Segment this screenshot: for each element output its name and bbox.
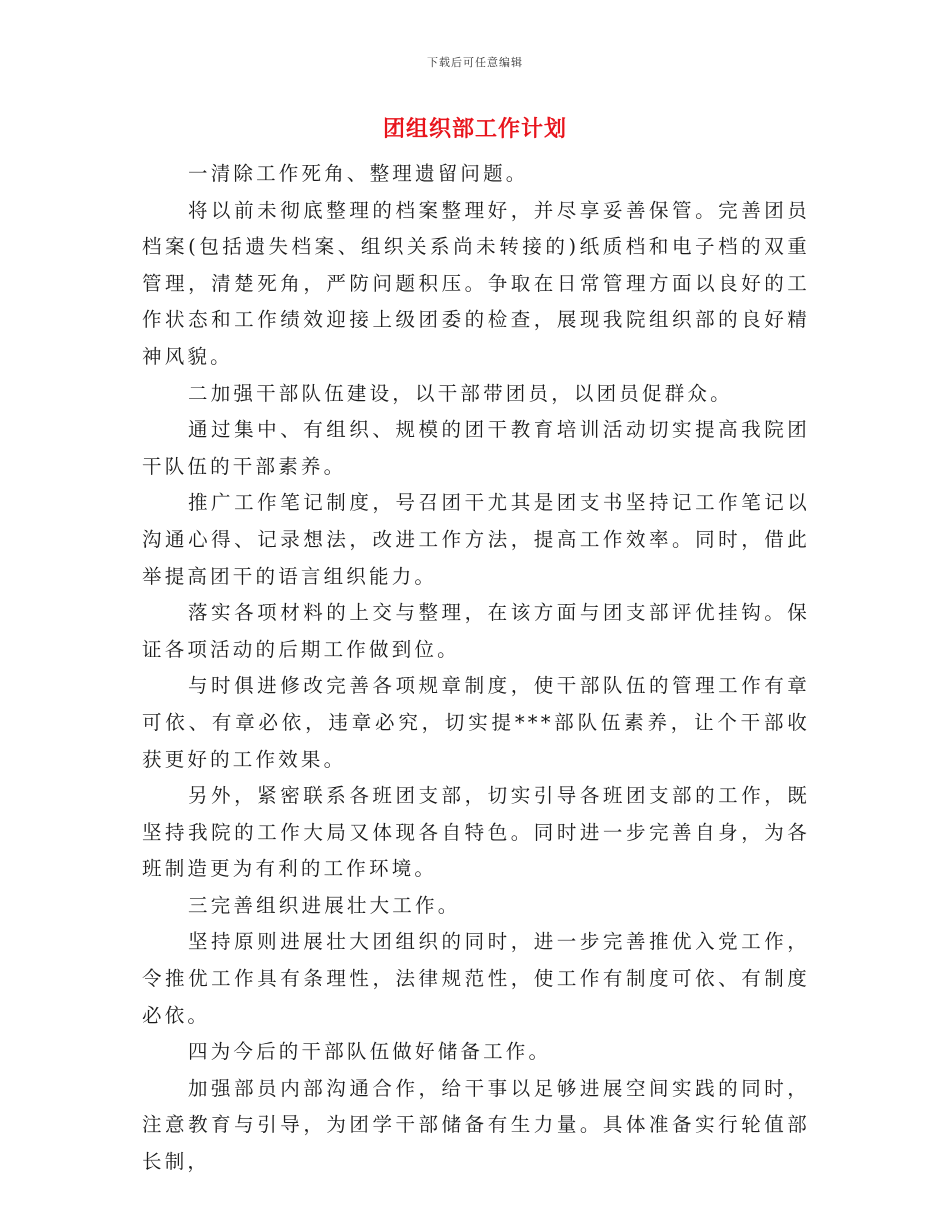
- paragraph-3: 二加强干部队伍建设，以干部带团员，以团员促群众。: [188, 381, 733, 405]
- document-body: [142, 156, 810, 1181]
- header-note: 下载后可任意编辑: [427, 56, 523, 69]
- paragraph-1: 一清除工作死角、整理遗留问题。: [188, 162, 529, 185]
- paragraph-4: 通过集中、有组织、规模的团干教育培训活动切实提高我院团干队伍的干部素养。: [142, 418, 810, 478]
- paragraph-7: 与时俱进修改完善各项规章制度，使干部队伍的管理工作有章可依、有章必依，违章必究，切实提***部队伍素养，让个干部收获更好的工作效果。: [142, 674, 810, 771]
- paragraph-12: 加强部员内部沟通合作，给干事以足够进展空间实践的同时，注意教育与引导，为团学干部储备有生力量。具体准备实行轮值部长制，: [142, 1076, 810, 1174]
- paragraph-10: 坚持原则进展壮大团组织的同时，进一步完善推优入党工作，令推优工作具有条理性，法律规范性，使工作有制度可依、有制度必依。: [142, 930, 810, 1027]
- document-title: 团组织部工作计划: [382, 116, 567, 142]
- paragraph-6: 落实各项材料的上交与整理，在该方面与团支部评优挂钩。保证各项活动的后期工作做到位。: [142, 601, 810, 661]
- paragraph-5: 推广工作笔记制度，号召团干尤其是团支书坚持记工作笔记以沟通心得、记录想法，改进工作方法，提高工作效率。同时，借此举提高团干的语言组织能力。: [142, 491, 810, 588]
- paragraph-2: 将以前未彻底整理的档案整理好，并尽享妥善保管。完善团员档案(包括遗失档案、组织关系尚未转接的)纸质档和电子档的双重管理，清楚死角，严防问题积压。争取在日常管理方面以良好的工作状态和工作绩效迎接上级团委的检查，展现我院组织部的良好精神风貌。: [142, 198, 810, 368]
- paragraph-9: 三完善组织进展壮大工作。: [188, 893, 461, 917]
- paragraph-11: 四为今后的干部队伍做好储备工作。: [188, 1040, 552, 1064]
- paragraph-8: 另外，紧密联系各班团支部，切实引导各班团支部的工作，既坚持我院的工作大局又体现各自特色。同时进一步完善自身，为各班制造更为有利的工作环境。: [142, 784, 810, 881]
